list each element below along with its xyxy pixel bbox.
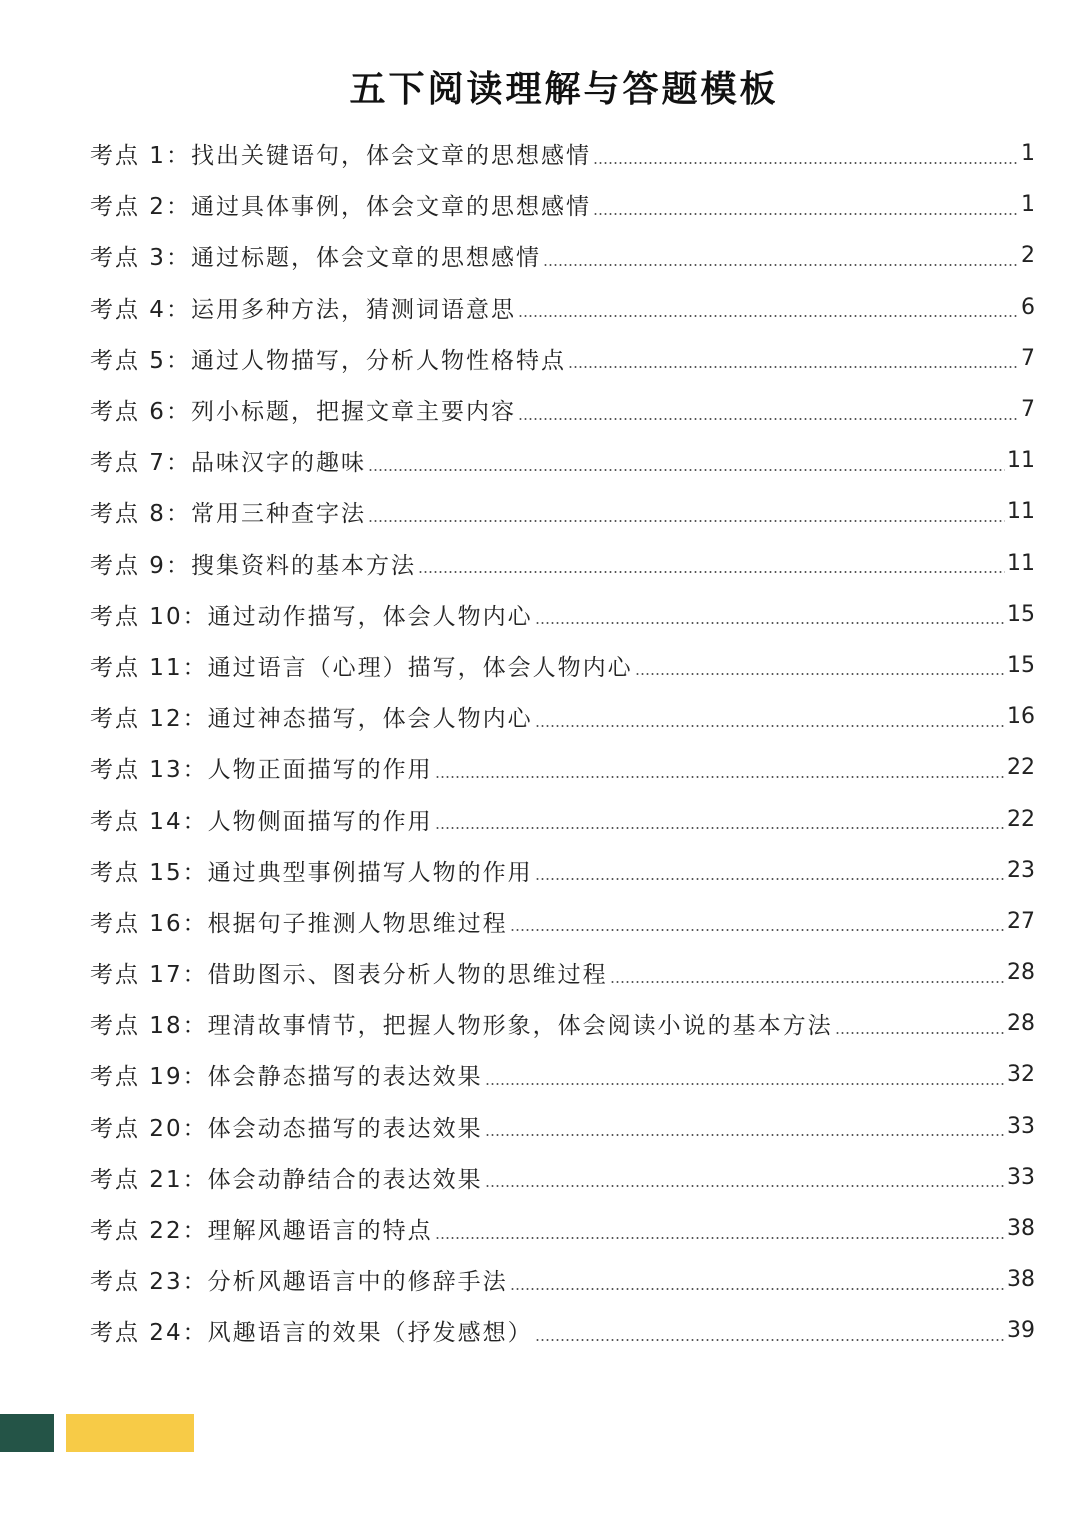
toc-entry-3[interactable] — [90, 230, 1035, 281]
toc-entry-page: 11 — [1007, 448, 1035, 474]
toc-entry-14[interactable] — [90, 793, 1035, 844]
toc-entry-20[interactable] — [90, 1101, 1035, 1152]
toc-entry-23[interactable] — [90, 1254, 1035, 1305]
toc-entry-17[interactable] — [90, 947, 1035, 998]
toc-entry-label: 考点 22：理解风趣语言的特点 — [90, 1218, 433, 1245]
dot-leader — [635, 673, 1005, 675]
toc-entry-page: 15 — [1007, 652, 1035, 678]
toc-entry-label: 考点 14：人物侧面描写的作用 — [90, 808, 433, 835]
toc-entry-page: 7 — [1021, 345, 1035, 371]
dot-leader — [368, 469, 1005, 471]
toc-entry-11[interactable] — [90, 640, 1035, 691]
toc-entry-label: 考点 9：搜集资料的基本方法 — [90, 552, 416, 579]
toc-entry-label: 考点 23：分析风趣语言中的修辞手法 — [90, 1269, 508, 1296]
toc-entry-label: 考点 3：通过标题，体会文章的思想感情 — [90, 245, 541, 272]
toc-entry-page: 2 — [1021, 243, 1035, 269]
toc-entry-label: 考点 17：借助图示、图表分析人物的思维过程 — [90, 962, 608, 989]
dot-leader — [368, 520, 1005, 522]
toc-entry-5[interactable] — [90, 333, 1035, 384]
toc-entry-label: 考点 13：人物正面描写的作用 — [90, 757, 433, 784]
toc-entry-page: 28 — [1007, 960, 1035, 986]
toc-entry-label: 考点 24：风趣语言的效果（抒发感想） — [90, 1320, 533, 1347]
toc-entry-page: 11 — [1007, 550, 1035, 576]
toc-entry-page: 32 — [1007, 1062, 1035, 1088]
dot-leader — [510, 929, 1005, 931]
table-of-contents — [90, 128, 1035, 1357]
toc-entry-4[interactable] — [90, 282, 1035, 333]
toc-entry-9[interactable] — [90, 538, 1035, 589]
toc-entry-label: 考点 6：列小标题，把握文章主要内容 — [90, 399, 516, 426]
dot-leader — [485, 1185, 1005, 1187]
toc-entry-page: 15 — [1007, 601, 1035, 627]
toc-entry-page: 38 — [1007, 1216, 1035, 1242]
toc-entry-label: 考点 2：通过具体事例，体会文章的思想感情 — [90, 194, 591, 221]
toc-entry-page: 16 — [1007, 704, 1035, 730]
dot-leader — [518, 315, 1019, 317]
dot-leader — [535, 878, 1005, 880]
toc-entry-page: 1 — [1021, 192, 1035, 218]
dot-leader — [610, 981, 1005, 983]
toc-entry-7[interactable] — [90, 435, 1035, 486]
toc-entry-page: 11 — [1007, 499, 1035, 525]
toc-entry-10[interactable] — [90, 589, 1035, 640]
toc-entry-page: 33 — [1007, 1164, 1035, 1190]
toc-entry-2[interactable] — [90, 179, 1035, 230]
toc-entry-label: 考点 10：通过动作描写，体会人物内心 — [90, 603, 533, 630]
toc-entry-22[interactable] — [90, 1203, 1035, 1254]
toc-entry-16[interactable] — [90, 896, 1035, 947]
toc-entry-page: 33 — [1007, 1113, 1035, 1139]
dot-leader — [568, 366, 1019, 368]
toc-entry-label: 考点 18：理清故事情节，把握人物形象，体会阅读小说的基本方法 — [90, 1013, 833, 1040]
footer-green-block — [0, 1414, 54, 1452]
toc-entry-18[interactable] — [90, 998, 1035, 1049]
toc-entry-page: 22 — [1007, 755, 1035, 781]
dot-leader — [418, 571, 1005, 573]
toc-entry-page: 1 — [1021, 141, 1035, 167]
dot-leader — [435, 827, 1005, 829]
dot-leader — [593, 213, 1019, 215]
toc-entry-label: 考点 15：通过典型事例描写人物的作用 — [90, 859, 533, 886]
toc-entry-label: 考点 11：通过语言（心理）描写，体会人物内心 — [90, 654, 633, 681]
toc-entry-24[interactable] — [90, 1305, 1035, 1356]
toc-entry-page: 28 — [1007, 1011, 1035, 1037]
toc-entry-1[interactable] — [90, 128, 1035, 179]
dot-leader — [535, 725, 1005, 727]
toc-entry-label: 考点 19：体会静态描写的表达效果 — [90, 1064, 483, 1091]
toc-entry-6[interactable] — [90, 384, 1035, 435]
page-title: 五下阅读理解与答题模板 — [349, 68, 779, 110]
toc-entry-label: 考点 8：常用三种查字法 — [90, 501, 366, 528]
toc-entry-page: 23 — [1007, 857, 1035, 883]
dot-leader — [593, 162, 1019, 164]
dot-leader — [835, 1032, 1005, 1034]
dot-leader — [535, 622, 1005, 624]
toc-entry-page: 27 — [1007, 908, 1035, 934]
toc-entry-13[interactable] — [90, 742, 1035, 793]
dot-leader — [485, 1083, 1005, 1085]
toc-entry-12[interactable] — [90, 691, 1035, 742]
dot-leader — [518, 418, 1019, 420]
dot-leader — [435, 776, 1005, 778]
toc-entry-page: 7 — [1021, 397, 1035, 423]
toc-entry-8[interactable] — [90, 486, 1035, 537]
toc-entry-21[interactable] — [90, 1152, 1035, 1203]
toc-entry-page: 38 — [1007, 1267, 1035, 1293]
dot-leader — [535, 1339, 1005, 1341]
toc-entry-page: 6 — [1021, 294, 1035, 320]
toc-entry-label: 考点 16：根据句子推测人物思维过程 — [90, 910, 508, 937]
toc-entry-19[interactable] — [90, 1049, 1035, 1100]
toc-entry-15[interactable] — [90, 845, 1035, 896]
dot-leader — [485, 1134, 1005, 1136]
toc-entry-page: 22 — [1007, 806, 1035, 832]
toc-entry-label: 考点 7：品味汉字的趣味 — [90, 450, 366, 477]
dot-leader — [510, 1288, 1005, 1290]
toc-entry-page: 39 — [1007, 1318, 1035, 1344]
footer-yellow-block — [66, 1414, 194, 1452]
toc-entry-label: 考点 21：体会动静结合的表达效果 — [90, 1166, 483, 1193]
toc-entry-label: 考点 20：体会动态描写的表达效果 — [90, 1115, 483, 1142]
toc-entry-label: 考点 1：找出关键语句，体会文章的思想感情 — [90, 143, 591, 170]
dot-leader — [435, 1237, 1005, 1239]
dot-leader — [543, 264, 1019, 266]
toc-entry-label: 考点 4：运用多种方法，猜测词语意思 — [90, 296, 516, 323]
toc-entry-label: 考点 5：通过人物描写，分析人物性格特点 — [90, 347, 566, 374]
toc-entry-label: 考点 12：通过神态描写，体会人物内心 — [90, 706, 533, 733]
